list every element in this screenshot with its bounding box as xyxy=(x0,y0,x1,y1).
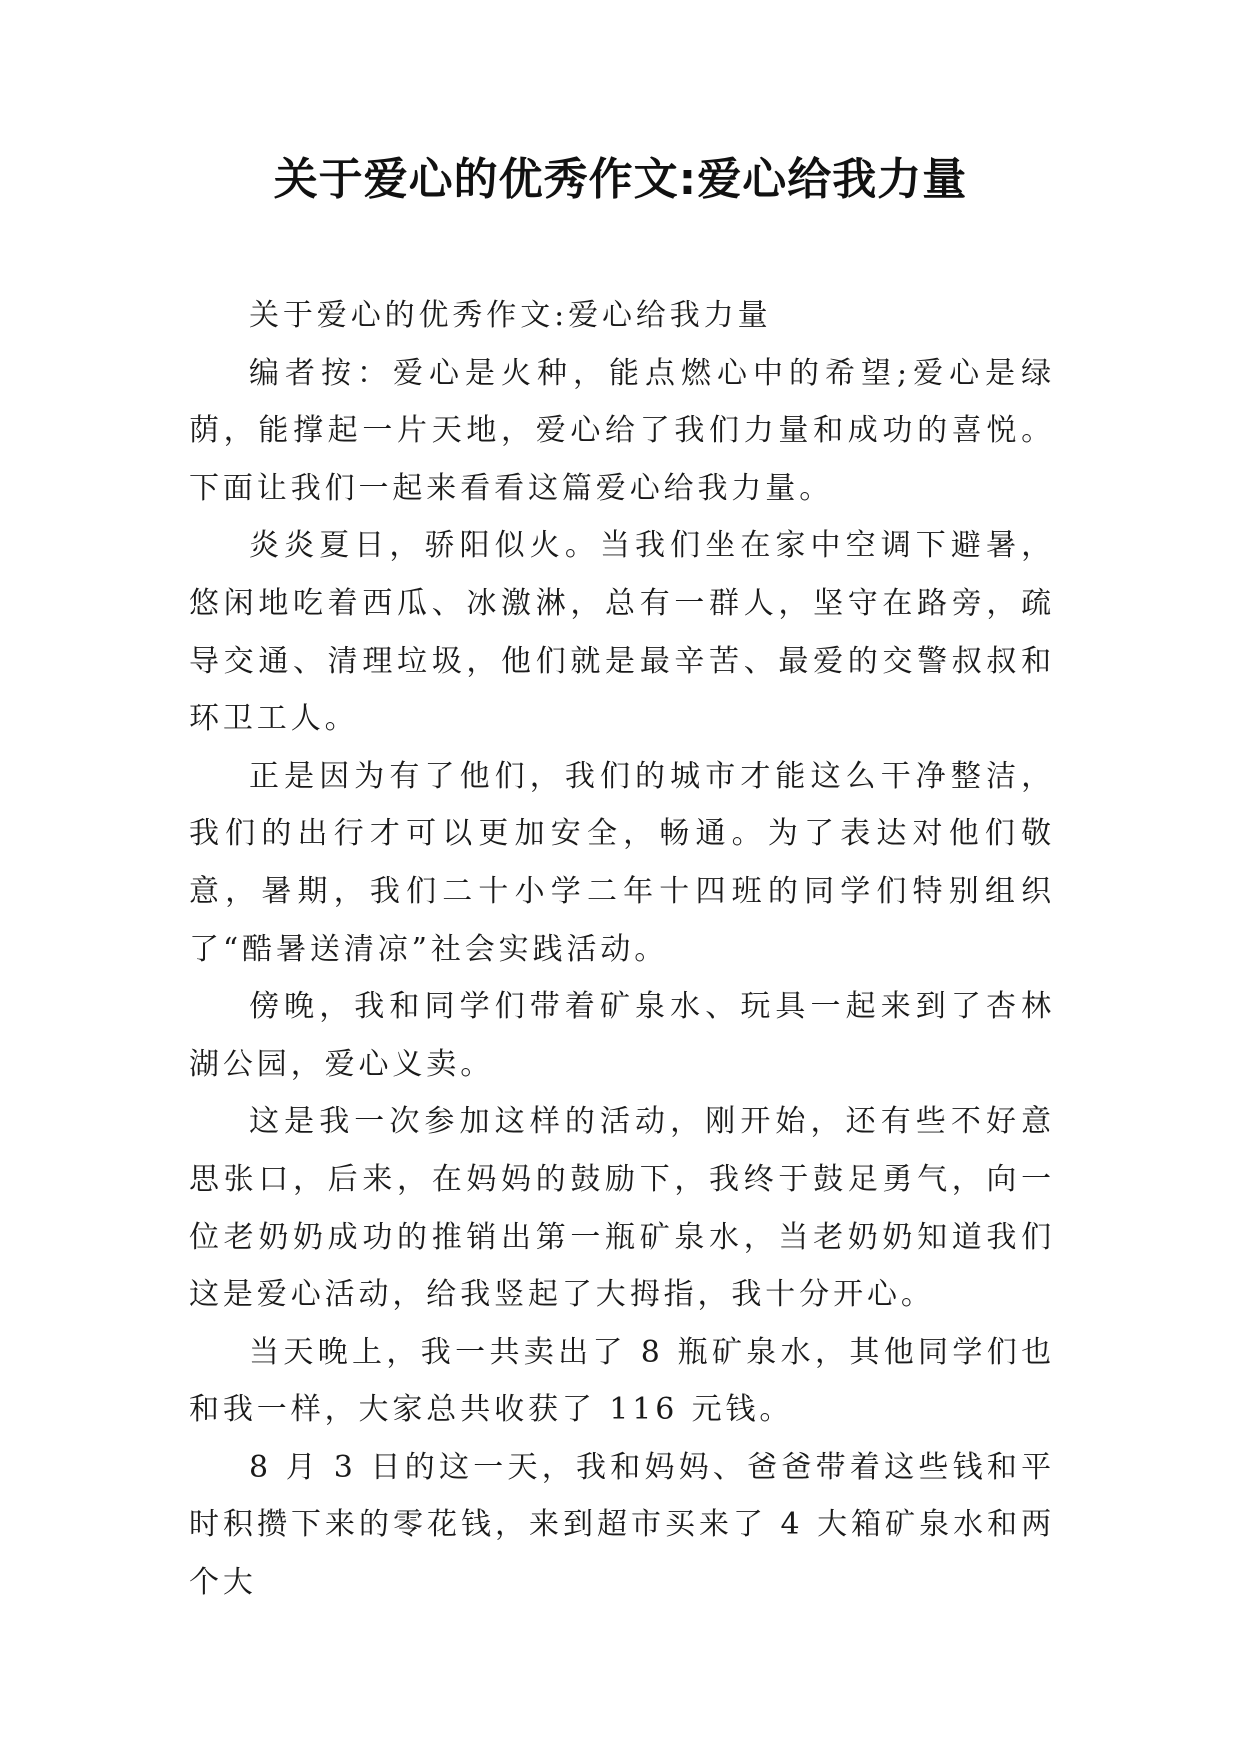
paragraph: 当天晚上，我一共卖出了 8 瓶矿泉水，其他同学们也和我一样，大家总共收获了 116 元钱。 xyxy=(189,1334,1055,1428)
paragraph-subtitle: 关于爱心的优秀作文:爱心给我力量 xyxy=(249,298,772,333)
paragraph: 炎炎夏日，骄阳似火。当我们坐在家中空调下避暑，悠闲地吃着西瓜、冰激淋，总有一群人，坚守在路旁，疏导交通、清理垃圾，他们就是最辛苦、最爱的交警叔叔和环卫工人。 xyxy=(189,528,1055,737)
paragraph-editor-note: 编者按：爱心是火种，能点燃心中的希望;爱心是绿荫，能撑起一片天地，爱心给了我们力量和成功的喜悦。下面让我们一起来看看这篇爱心给我力量。 xyxy=(189,355,1055,506)
paragraph: 正是因为有了他们，我们的城市才能这么干净整洁，我们的出行才可以更加安全，畅通。为了表达对他们敬意，暑期，我们二十小学二年十四班的同学们特别组织了“酷暑送清凉”社会实践活动。 xyxy=(189,758,1055,967)
paragraph: 傍晚，我和同学们带着矿泉水、玩具一起来到了杏林湖公园，爱心义卖。 xyxy=(189,989,1055,1082)
paragraph: 这是我一次参加这样的活动，刚开始，还有些不好意思张口，后来，在妈妈的鼓励下，我终于鼓足勇气，向一位老奶奶成功的推销出第一瓶矿泉水，当老奶奶知道我们这是爱心活动，给我竖起了大拇指，我十分开心。 xyxy=(189,1104,1055,1313)
paragraph: 8 月 3 日的这一天，我和妈妈、爸爸带着这些钱和平时积攒下来的零花钱，来到超市买来了 4 大箱矿泉水和两个大 xyxy=(189,1449,1055,1601)
document-title: 关于爱心的优秀作文:爱心给我力量 xyxy=(273,154,968,205)
document-body xyxy=(189,287,1055,1612)
